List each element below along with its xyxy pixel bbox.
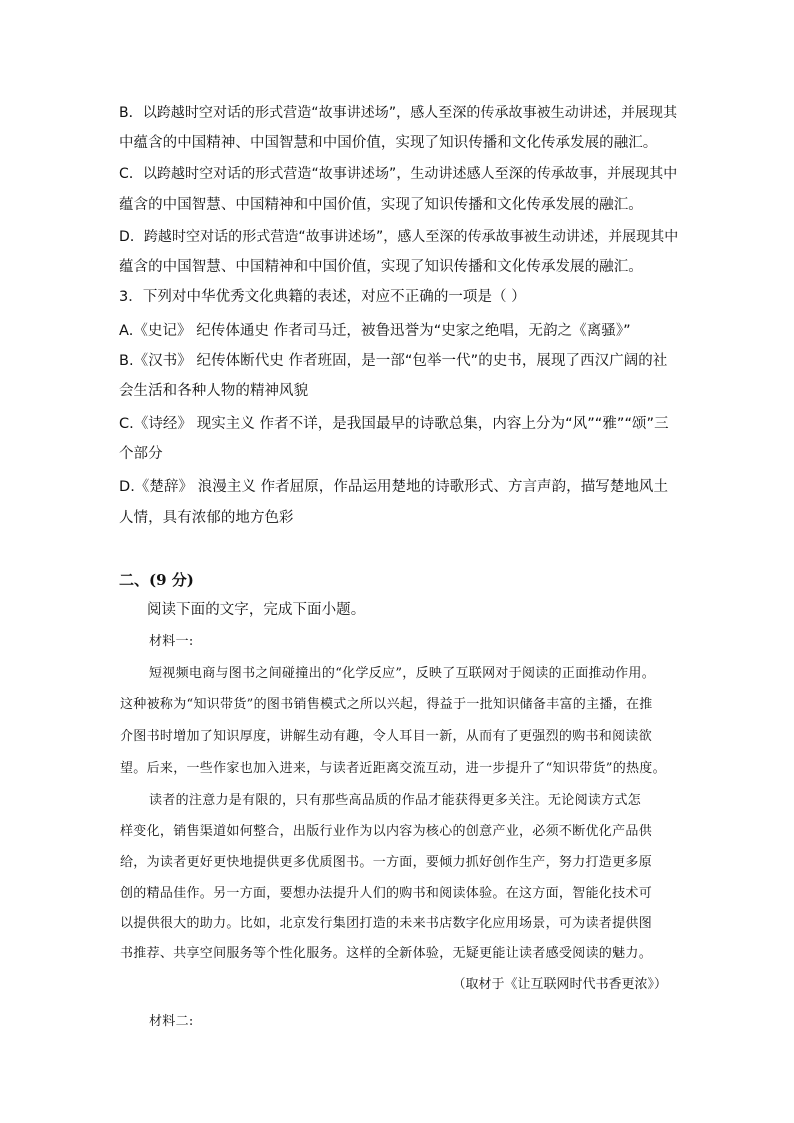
option-d-line-1: D．跨越时空对话的形式营造“故事讲述场”，感人至深的传承故事被生动讲述，并展现其中 <box>119 229 679 245</box>
q3-choice-d-line-1: D.《楚辞》 浪漫主义 作者屈原，作品运用楚地的诗歌形式、方言声韵，描写楚地风土 <box>119 479 668 495</box>
material-1-line: 创的精品佳作。另一方面，要想办法提升人们的购书和阅读体验。在这方面，智能化技术可 <box>120 886 653 901</box>
q3-choice-a: A.《史记》 纪传体通史 作者司马迁，被鲁迅誉为“史家之绝唱，无韵之《离骚》” <box>119 323 631 339</box>
section-2-heading: 二、(9 分) <box>119 571 194 589</box>
material-1-label: 材料一: <box>149 634 194 649</box>
q3-choice-b-line-1: B.《汉书》 纪传体断代史 作者班固，是一部“包举一代”的史书，展现了西汉广阔的社 <box>119 353 668 369</box>
option-d-line-2: 蕴含的中国智慧、中国精神和中国价值，实现了知识传播和文化传承发展的融汇。 <box>119 259 643 275</box>
option-b-line-1: B．以跨越时空对话的形式营造“故事讲述场”，感人至深的传承故事被生动讲述，并展现其 <box>119 105 678 121</box>
material-1-line: 读者的注意力是有限的，只有那些高品质的作品才能获得更多关注。无论阅读方式怎 <box>149 793 642 808</box>
q3-choice-c-line-1: C.《诗经》 现实主义 作者不详，是我国最早的诗歌总集，内容上分为“风”“雅”“颂”三 <box>119 416 669 432</box>
material-1-line: 书推荐、共享空间服务等个性化服务。这样的全新体验，无疑更能让读者感受阅读的魅力。 <box>120 946 653 961</box>
q3-choice-d-line-2: 人情，具有浓郁的地方色彩 <box>119 510 294 526</box>
material-1-line: 以提供很大的助力。比如，北京发行集团打造的未来书店数字化应用场景，可为读者提供图 <box>120 916 653 931</box>
option-c-line-1: C．以跨越时空对话的形式营造“故事讲述场”，生动讲述感人至深的传承故事，并展现其中 <box>119 166 678 182</box>
material-1-line: 给，为读者更好更快地提供更多优质图书。一方面，要倾力抓好创作生产，努力打造更多原 <box>120 855 653 870</box>
option-c-line-2: 蕴含的中国智慧、中国精神和中国价值，实现了知识传播和文化传承发展的融汇。 <box>119 197 643 213</box>
material-1-line: 介图书时增加了知识厚度，讲解生动有趣，令人耳目一新，从而有了更强烈的购书和阅读欲 <box>120 729 653 744</box>
material-2-label: 材料二: <box>149 1014 194 1029</box>
material-1-source: （取材于《让互联网时代书香更浓》） <box>452 977 667 992</box>
material-1-line: 样变化，销售渠道如何整合，出版行业作为以内容为核心的创意产业，必须不断优化产品供 <box>120 824 653 839</box>
question-3-stem: 3．下列对中华优秀文化典籍的表述，对应不正确的一项是（ ） <box>119 289 526 305</box>
material-1-line: 短视频电商与图书之间碰撞出的“化学反应”，反映了互联网对于阅读的正面推动作用。 <box>149 666 655 681</box>
material-1-line: 望。后来，一些作家也加入进来，与读者近距离交流互动，进一步提升了“知识带货”的热度。 <box>120 761 666 776</box>
q3-choice-b-line-2: 会生活和各种人物的精神风貌 <box>119 383 309 399</box>
q3-choice-c-line-2: 个部分 <box>119 446 163 462</box>
material-1-line: 这种被称为“知识带货”的图书销售模式之所以兴起，得益于一批知识储备丰富的主播，在推 <box>120 697 653 712</box>
section-2-instruction: 阅读下面的文字，完成下面小题。 <box>147 602 366 618</box>
option-b-line-2: 中蕴含的中国精神、中国智慧和中国价值，实现了知识传播和文化传承发展的融汇。 <box>119 135 658 151</box>
